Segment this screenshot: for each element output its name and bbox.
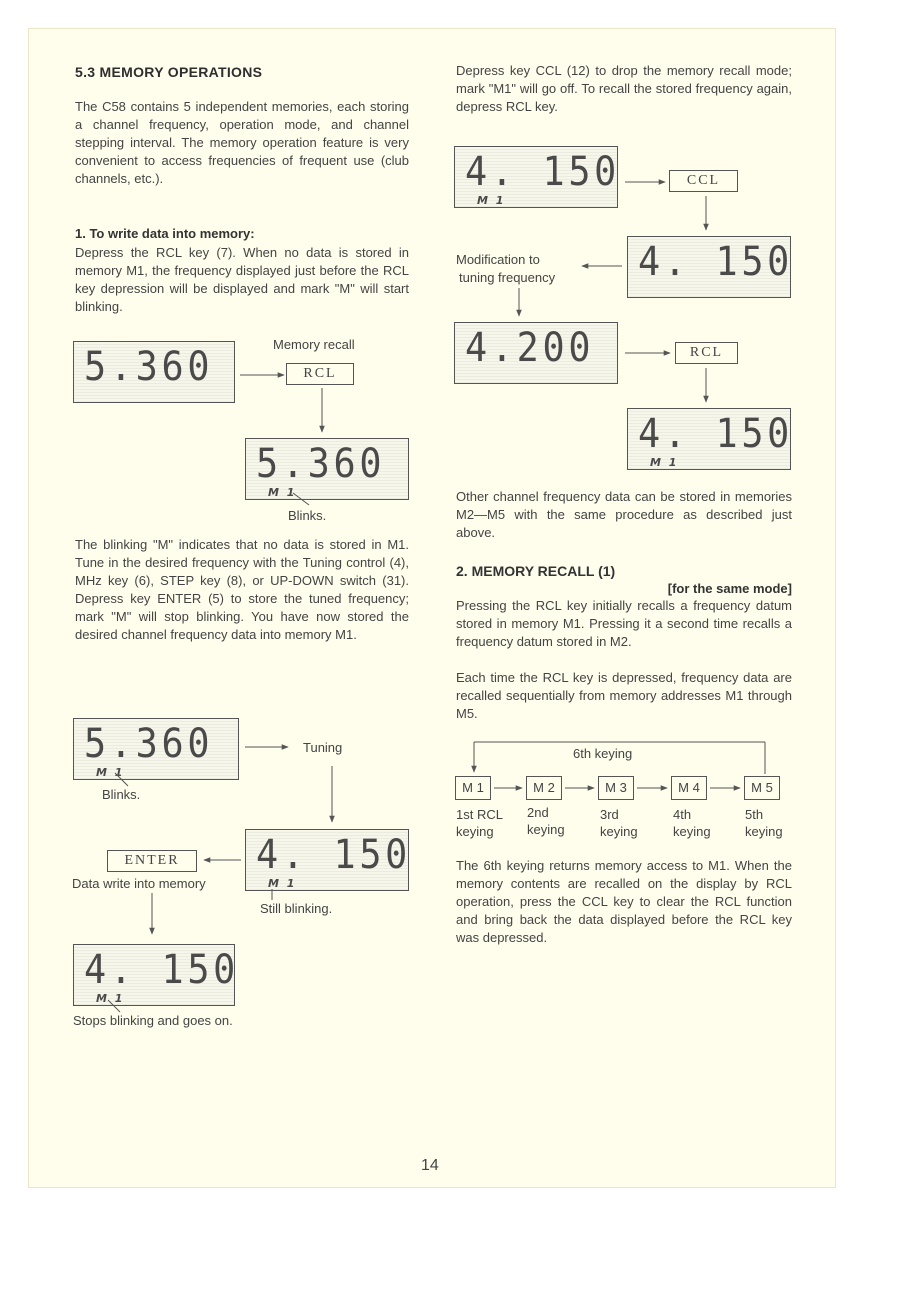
- blinks-label: Blinks.: [102, 787, 141, 802]
- tuning-frequency-label: tuning frequency: [459, 270, 556, 285]
- ccl-paragraph: Depress key CCL (12) to drop the memory recall mode; mark "M1" will go off. To recall the stored frequency again, depress RCL key.: [456, 63, 792, 114]
- recall-title: 2. MEMORY RECALL (1): [456, 563, 616, 579]
- page-number: 14: [421, 1157, 439, 1174]
- stops-blinking-label: Stops blinking and goes on.: [73, 1013, 233, 1028]
- rcl-key: RCL: [675, 342, 738, 364]
- keying-line2: keying: [673, 824, 711, 839]
- lcd-digits: 5.360: [84, 344, 214, 390]
- write-paragraph: Depress the RCL key (7). When no data is stored in memory M1, the frequency displayed just before the RCL key depression will be displayed and mark "M" will start blinking.: [75, 245, 409, 314]
- keying-line2: keying: [456, 824, 494, 839]
- keying-line1: 4th: [673, 807, 692, 822]
- keying-line2: keying: [600, 824, 638, 839]
- recall-subtitle: [for the same mode]: [667, 581, 792, 596]
- memory-key-m5: M 5: [744, 776, 780, 800]
- memory-key-m3: M 3: [598, 776, 634, 800]
- rcl-key: RCL: [286, 363, 354, 385]
- lcd-digits: 4. 150: [465, 149, 621, 195]
- still-blinking-label: Still blinking.: [260, 901, 333, 916]
- enter-key: ENTER: [107, 850, 197, 872]
- write-title: 1. To write data into memory:: [75, 226, 255, 241]
- keying-line1: 3rd: [600, 807, 619, 822]
- sixth-keying-label: 6th keying: [573, 746, 633, 761]
- memory-key-m2: M 2: [526, 776, 562, 800]
- tuning-label: Tuning: [303, 740, 343, 755]
- lcd-digits: 4. 150: [638, 239, 794, 285]
- memory-mark: M 1: [268, 877, 297, 890]
- memory-mark: M 1: [268, 486, 297, 499]
- other-paragraph: Other channel frequency data can be stored in memories M2—M5 with the same procedure as described just above.: [456, 489, 792, 540]
- keying-line1: 5th: [745, 807, 764, 822]
- lcd-digits: 5.360: [256, 441, 386, 487]
- memory-mark: M 1: [477, 194, 506, 207]
- lcd-digits: 4. 150: [256, 832, 412, 878]
- intro-paragraph: The C58 contains 5 independent memories, each storing a channel frequency, operation mode, and channel stepping interval. The memory operation feature is very convenient to access frequencies of frequent use (club channels, etc.).: [75, 99, 409, 186]
- keying-line1: 1st RCL: [456, 807, 503, 822]
- section-title: 5.3 MEMORY OPERATIONS: [75, 64, 263, 80]
- memory-mark: M 1: [650, 456, 679, 469]
- keying-line2: keying: [745, 824, 783, 839]
- lcd-digits: 4. 150: [638, 411, 794, 457]
- memory-key-m4: M 4: [671, 776, 707, 800]
- lcd-digits: 4. 150: [84, 947, 240, 993]
- keying-line2: keying: [527, 822, 565, 837]
- memory-mark: M 1: [96, 992, 125, 1005]
- memory-key-m1: M 1: [455, 776, 491, 800]
- blinks-label: Blinks.: [288, 508, 327, 523]
- memory-mark: M 1: [96, 766, 125, 779]
- ccl-key: CCL: [669, 170, 738, 192]
- lcd-digits: 5.360: [84, 721, 214, 767]
- blink-paragraph: The blinking "M" indicates that no data is stored in M1. Tune in the desired frequency with the Tuning control (4), MHz key (6), STEP key (8), or UP-DOWN switch (31). Depress key ENTER (5) to store the tuned frequency; mark "M" will stop blinking. You have now stored the desired channel frequency data into memory M1.: [75, 537, 409, 642]
- modification-label: Modification to: [456, 252, 540, 267]
- lcd-digits: 4.200: [465, 325, 595, 371]
- recall-paragraph-2: Each time the RCL key is depressed, frequency data are recalled sequentially from memory addresses M1 through M5.: [456, 670, 792, 721]
- memory-recall-label: Memory recall: [273, 337, 355, 352]
- data-write-label: Data write into memory: [72, 876, 206, 891]
- keying-line1: 2nd: [527, 805, 549, 820]
- recall-paragraph-1: Pressing the RCL key initially recalls a frequency datum stored in memory M1. Pressing it a second time recalls a frequency datum stored in M2.: [456, 598, 792, 649]
- sixth-paragraph: The 6th keying returns memory access to M1. When the memory contents are recalled on the display by RCL operation, press the CCL key to clear the RCL function and bring back the data displayed before the RCL key was depressed.: [456, 858, 792, 945]
